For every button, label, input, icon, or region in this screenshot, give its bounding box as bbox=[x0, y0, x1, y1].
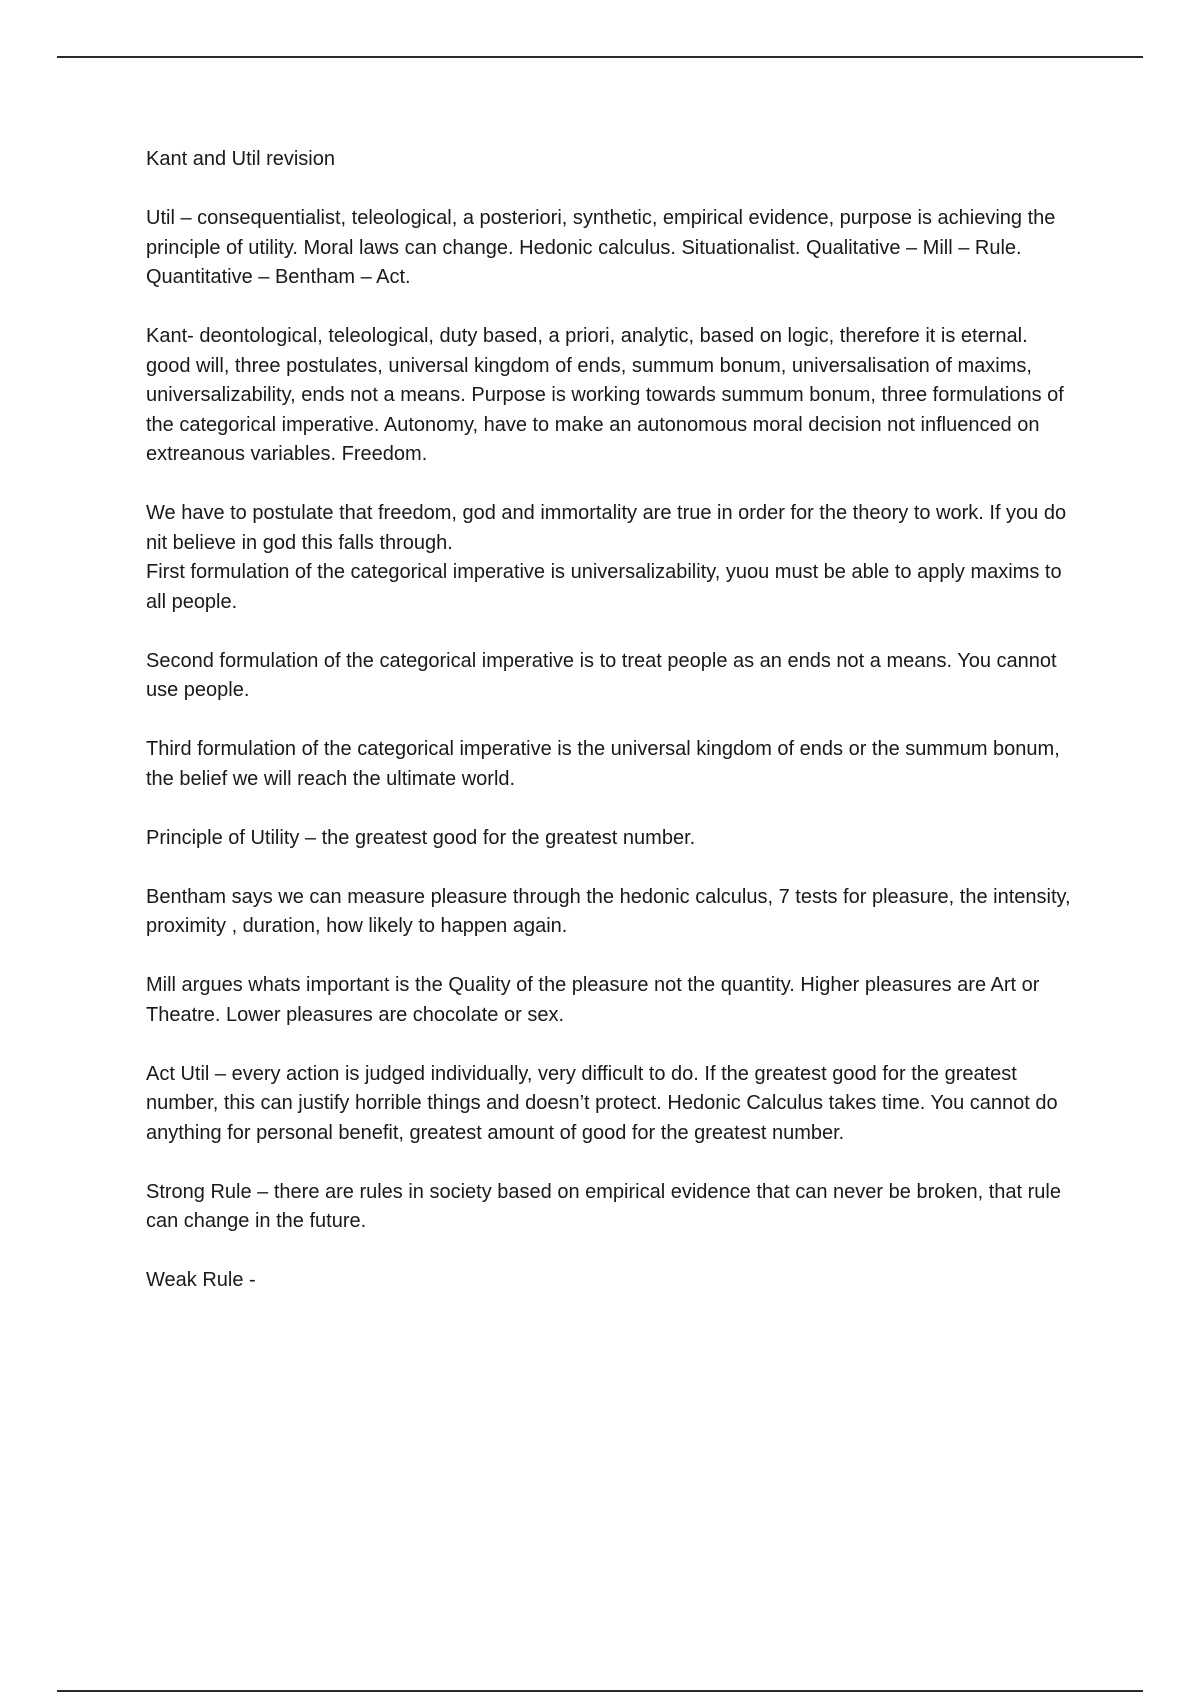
paragraph-postulates: We have to postulate that freedom, god and immortality are true in order for the theory to work. If you do nit believe in god this falls through. bbox=[146, 502, 1067, 554]
paragraph-act-util: Act Util – every action is judged individually, very difficult to do. If the greatest good for the greatest number, this can justify horrible things and doesn’t protect. Hedonic Calculus takes time. You cannot do anything for personal benefit, greatest amount of good for the greatest number. bbox=[146, 1062, 1058, 1144]
document-title: Kant and Util revision bbox=[146, 148, 335, 170]
paragraph-first-formulation: First formulation of the categorical imperative is universalizability, yuou must be able to apply maxims to all people. bbox=[146, 561, 1062, 613]
paragraph-second-formulation: Second formulation of the categorical imperative is to treat people as an ends not a means. You cannot use people. bbox=[146, 649, 1057, 701]
paragraph-bentham: Bentham says we can measure pleasure through the hedonic calculus, 7 tests for pleasure, the intensity, proximity , duration, how likely to happen again. bbox=[146, 885, 1071, 937]
paragraph-mill: Mill argues whats important is the Quality of the pleasure not the quantity. Higher pleasures are Art or Theatre. Lower pleasures are chocolate or sex. bbox=[146, 974, 1040, 1026]
paragraph-principle-of-utility: Principle of Utility – the greatest good for the greatest number. bbox=[146, 826, 696, 849]
document-body bbox=[146, 145, 1076, 1325]
paragraph-kant: Kant- deontological, teleological, duty based, a priori, analytic, based on logic, therefore it is eternal. good will, three postulates, universal kingdom of ends, summum bonum, universalisation of maxims, universalizability, ends not a means. Purpose is working towards summum bonum, three formulations of the categorical imperative. Autonomy, have to make an autonomous moral decision not influenced on extreanous variables. Freedom. bbox=[146, 325, 1064, 465]
paragraph-util: Util – consequentialist, teleological, a posteriori, synthetic, empirical evidence, purpose is achieving the principle of utility. Moral laws can change. Hedonic calculus. Situationalist. Qualitative – Mill – Rule. Quantitative – Bentham – Act. bbox=[146, 207, 1056, 288]
paragraph-weak-rule: Weak Rule - bbox=[146, 1269, 256, 1291]
paragraph-strong-rule: Strong Rule – there are rules in society based on empirical evidence that can never be broken, that rule can change in the future. bbox=[146, 1180, 1061, 1232]
header-rule bbox=[57, 56, 1143, 58]
paragraph-third-formulation: Third formulation of the categorical imperative is the universal kingdom of ends or the summum bonum, the belief we will reach the ultimate world. bbox=[146, 738, 1060, 790]
footer-rule bbox=[57, 1690, 1143, 1692]
